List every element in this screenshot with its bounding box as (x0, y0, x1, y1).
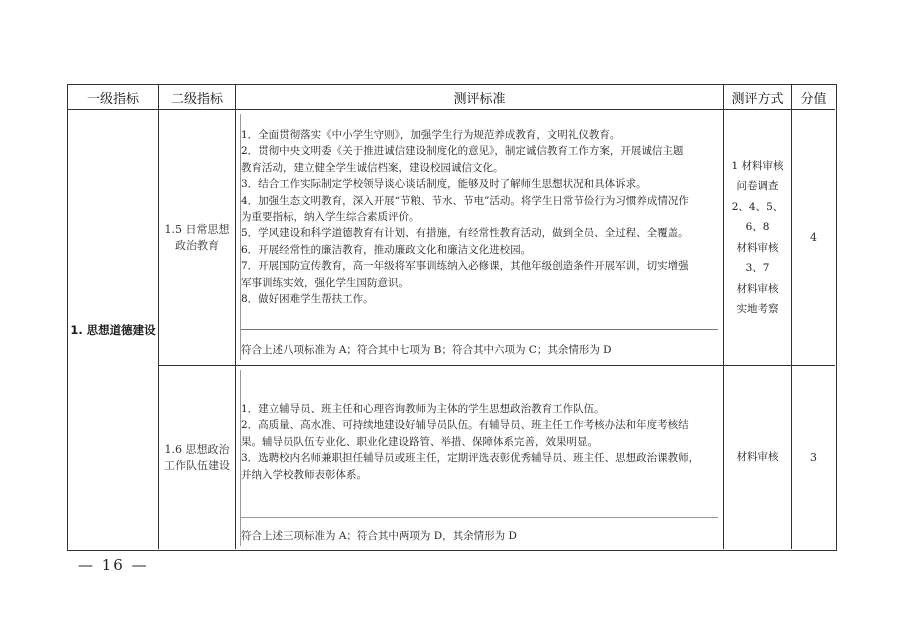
evaluation-method-2 (724, 366, 791, 549)
secondary-indicator-1-line-2: 政治教育 (175, 238, 219, 252)
method-line: 材料审核 (736, 241, 779, 254)
header-score: 分值 (800, 91, 827, 107)
criteria-line: 果。辅导员队伍专业化、职业化建设路管、举措、保障体系完善，效果明显。 (241, 435, 598, 448)
secondary-indicator-2-line-1: 1.6 思想政治 (164, 442, 230, 456)
method-line: 2、4、5、6、8 (731, 200, 784, 233)
inner-rule-1 (240, 329, 718, 330)
criteria-line: 2．高质量、高水准、可持续地建设好辅导员队伍。有辅导员、班主任工作考核办法和年度考核结 (241, 419, 689, 432)
method-line: 实地考察 (736, 303, 779, 315)
criteria-line: 5．学风建设和科学道德教育有计划、有措施，有经常性教育活动，做到全员、全过程、全覆盖。 (241, 227, 689, 240)
score-value-2: 3 (810, 451, 817, 464)
secondary-indicator-2-line-2: 工作队伍建设 (164, 458, 230, 472)
criteria-line: 1．建立辅导员、班主任和心理咨询教师为主体的学生思想政治教育工作队伍。 (241, 403, 605, 415)
header-primary-indicator: 一级指标 (86, 91, 139, 107)
evaluation-table (67, 84, 837, 551)
criteria-line: 1．全面贯彻落实《中小学生守则》，加强学生行为规范养成教育，文明礼仪教育。 (241, 129, 621, 141)
method-line: 3、7 (745, 262, 770, 274)
method-line: 材料审核 (736, 451, 779, 464)
criteria-line: 2．贯彻中央文明委《关于推进诚信建设制度化的意见》，制定诚信教育工作方案，开展诚信主题 (241, 145, 684, 158)
inner-rule-2 (240, 517, 718, 518)
secondary-indicator-1-line-1: 1.5 日常思想 (164, 222, 230, 236)
criteria-line: 6．开展经常性的廉洁教育，推动廉政文化和廉洁文化进校园。 (241, 243, 532, 256)
evaluation-method-1 (724, 110, 791, 365)
header-evaluation-criteria: 测评标准 (453, 91, 506, 107)
criteria-line: 3．结合工作实际制定学校领导谈心谈话制度，能够及时了解师生思想状况和具体诉求。 (241, 178, 647, 191)
secondary-indicator-1 (159, 110, 235, 365)
criteria-list-2 (241, 401, 699, 483)
secondary-indicator-2 (159, 366, 235, 549)
criteria-line: 军事训练实效，强化学生国防意识。 (241, 276, 409, 289)
method-line: 材料审核 (736, 282, 779, 295)
criteria-line: 3．选聘校内名师兼职担任辅导员或班主任，定期评选表彰优秀辅导员、班主任、思想政治课教师， (241, 452, 700, 465)
criteria-line: 7．开展国防宣传教育，高一年级将军事训练纳入必修课，其他年级创造条件开展军训，切实增强 (241, 260, 689, 273)
header-secondary-indicator: 二级指标 (170, 91, 223, 107)
method-line: 1 材料审核 (731, 159, 784, 172)
method-line: 问卷调查 (736, 180, 779, 192)
criteria-line: 为重要指标，纳入学生综合素质评价。 (241, 211, 420, 224)
score-value-1: 4 (810, 231, 817, 244)
scoring-rule-1: 符合上述八项标准为 A；符合其中七项为 B；符合其中六项为 C；其余情形为 D (241, 344, 612, 356)
header-evaluation-method: 测评方式 (731, 91, 784, 107)
scoring-rule-2: 符合上述三项标准为 A；符合其中两项为 D，其余情形为 D (241, 530, 517, 542)
criteria-line: 8．做好困难学生帮扶工作。 (241, 293, 374, 306)
criteria-line: 并纳入学校教师表彰体系。 (241, 468, 367, 481)
criteria-line: 4．加强生态文明教育，深入开展“节粮、节水、节电”活动。将学生日常节俭行为习惯养成情况作 (241, 194, 689, 207)
primary-indicator: 1. 思想道德建设 (70, 322, 156, 337)
criteria-list-1 (241, 127, 689, 307)
criteria-line: 教育活动，建立健全学生诚信档案，建设校园诚信文化。 (241, 161, 504, 174)
page-number: — 16 — (78, 556, 149, 574)
col-divider-2 (235, 85, 236, 549)
